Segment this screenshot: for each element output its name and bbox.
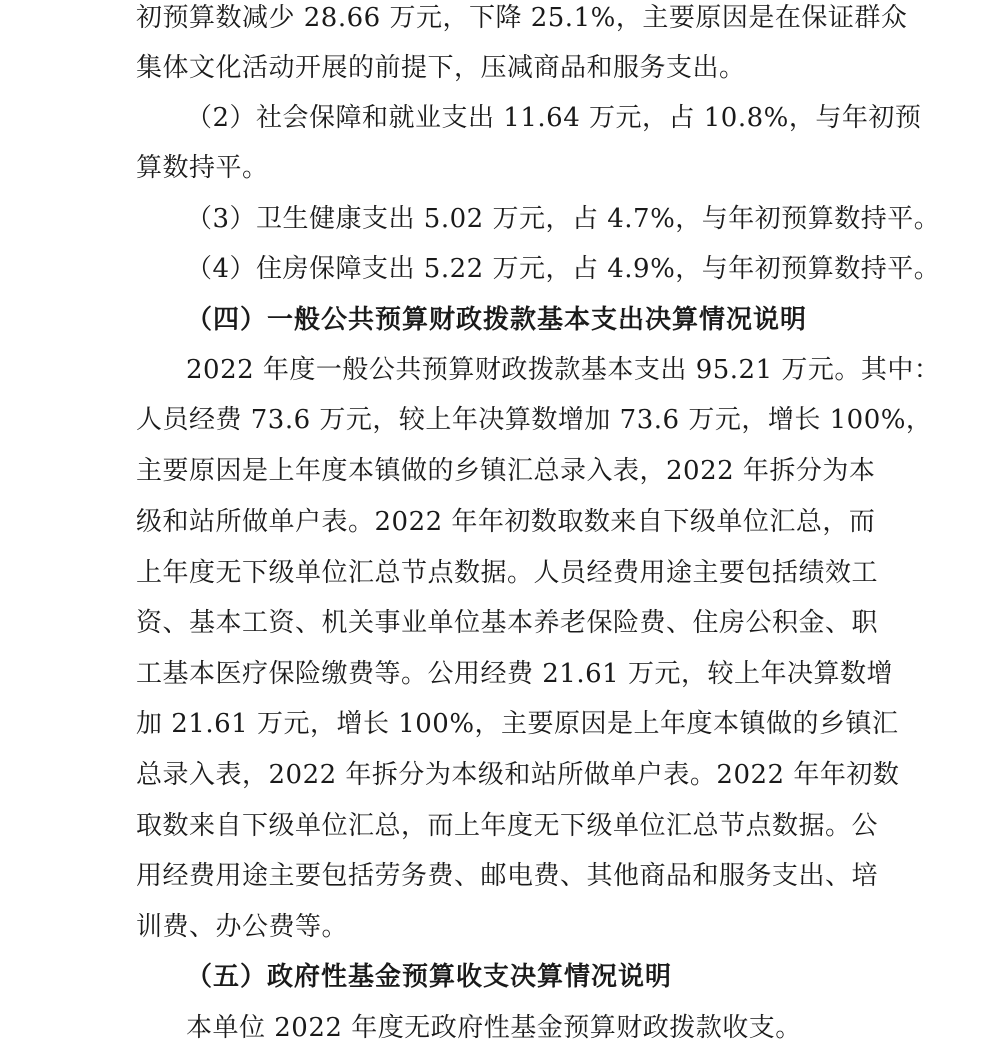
section-heading: （四）一般公共预算财政拨款基本支出决算情况说明	[186, 305, 808, 335]
text-line: 初预算数减少 28.66 万元，下降 25.1%，主要原因是在保证群众	[136, 3, 908, 33]
text-line: 训费、办公费等。	[136, 912, 349, 942]
text-line: 总录入表，2022 年拆分为本级和站所做单户表。2022 年年初数	[136, 760, 900, 790]
text-line: 工基本医疗保险缴费等。公用经费 21.61 万元，较上年决算数增	[136, 659, 893, 689]
text-line: 人员经费 73.6 万元，较上年决算数增加 73.6 万元，增长 100%，	[136, 405, 933, 435]
list-item-text: （3）卫生健康支出 5.02 万元，占 4.7%，与年初预算数持平。	[186, 204, 941, 234]
list-item-text: （2）社会保障和就业支出 11.64 万元，占 10.8%，与年初预	[186, 103, 922, 133]
section-heading: （五）政府性基金预算收支决算情况说明	[186, 962, 673, 992]
list-item-text: （4）住房保障支出 5.22 万元，占 4.9%，与年初预算数持平。	[186, 254, 941, 284]
text-line: 取数来自下级单位汇总，而上年度无下级单位汇总节点数据。公	[136, 811, 879, 841]
text-line: 上年度无下级单位汇总节点数据。人员经费用途主要包括绩效工	[136, 558, 879, 588]
paragraph-start: 2022 年度一般公共预算财政拨款基本支出 95.21 万元。其中：	[186, 355, 941, 385]
text-line: 主要原因是上年度本镇做的乡镇汇总录入表，2022 年拆分为本	[136, 456, 876, 486]
paragraph-start: 本单位 2022 年度无政府性基金预算财政拨款收支。	[186, 1013, 802, 1043]
text-line: 算数持平。	[136, 153, 269, 183]
text-line: 级和站所做单户表。2022 年年初数取数来自下级单位汇总，而	[136, 507, 876, 537]
text-line: 用经费用途主要包括劳务费、邮电费、其他商品和服务支出、培	[136, 861, 879, 891]
text-line: 资、基本工资、机关事业单位基本养老保险费、住房公积金、职	[136, 608, 879, 638]
text-line: 加 21.61 万元，增长 100%，主要原因是上年度本镇做的乡镇汇	[136, 709, 899, 739]
text-line: 集体文化活动开展的前提下，压减商品和服务支出。	[136, 53, 746, 83]
